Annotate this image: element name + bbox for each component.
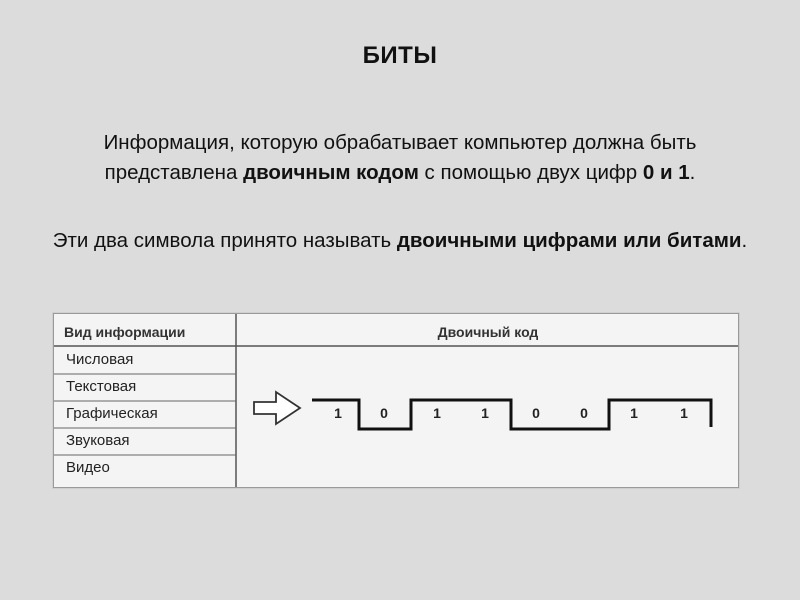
bit-1: 1 <box>334 405 342 421</box>
bit-2: 0 <box>380 405 388 421</box>
row-label-text: Текстовая <box>66 378 137 395</box>
right-arrow-icon <box>254 392 300 424</box>
binary-signal-line <box>312 400 711 429</box>
header-binary-code: Двоичный код <box>437 324 539 340</box>
bit-7: 1 <box>630 405 638 421</box>
bit-3: 1 <box>433 405 441 421</box>
p1-text-1: Информация, которую обрабатывает компьютер должна быть представлена <box>103 131 697 184</box>
p2-text-1: Эти два символа принято называть <box>52 229 397 252</box>
p1-text-3: . <box>689 161 696 184</box>
paragraph-binary-code <box>40 128 760 188</box>
header-info-type: Вид информации <box>64 324 186 340</box>
p2-bold-bits: двоичными цифрами или битами <box>396 229 742 252</box>
bit-4: 1 <box>481 405 489 421</box>
bit-8: 1 <box>680 405 688 421</box>
bit-6: 0 <box>580 405 588 421</box>
paragraph-bits <box>40 226 760 256</box>
binary-code-figure <box>53 313 739 488</box>
p2-text-2: . <box>741 229 748 252</box>
row-label-graphic: Графическая <box>66 405 158 422</box>
row-label-audio: Звуковая <box>66 432 130 449</box>
p1-bold-binary-code: двоичным кодом <box>243 161 419 184</box>
row-label-numeric: Числовая <box>66 351 134 368</box>
row-label-video: Видео <box>66 459 110 476</box>
slide-title: БИТЫ <box>362 42 438 69</box>
p1-bold-digits: 0 и 1 <box>642 161 690 184</box>
bit-5: 0 <box>532 405 540 421</box>
p1-text-2: с помощью двух цифр <box>418 161 643 184</box>
